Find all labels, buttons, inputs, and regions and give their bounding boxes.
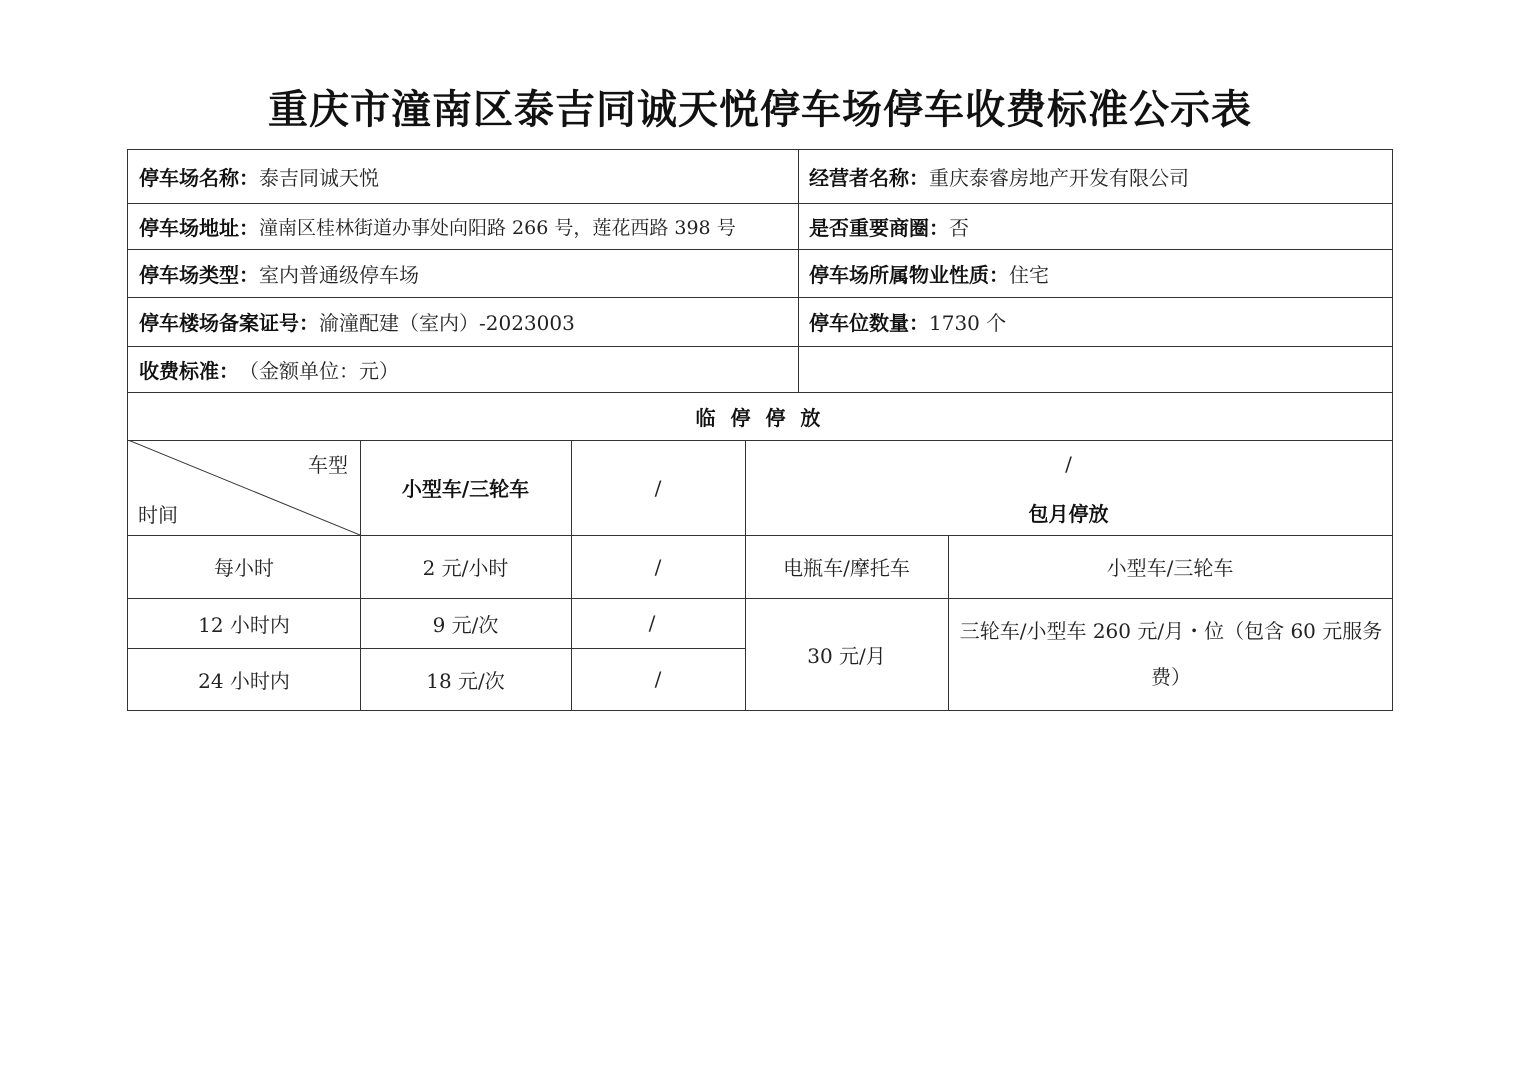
parking-name-value: 泰吉同诚天悦 [259,166,379,190]
monthly-header: 包月停放 [1028,501,1109,526]
diag-vehicle-type: 车型 [308,452,348,477]
fee-standard-value: （金额单位：元） [239,358,399,383]
parking-type-label: 停车场类型： [139,262,259,287]
property-label: 停车场所属物业性质： [809,262,1009,287]
row-other-12h: / [648,611,656,635]
address-value: 潼南区桂林街道办事处向阳路 266 号，莲花西路 398 号 [259,216,736,239]
address-label: 停车场地址： [139,215,259,240]
fee-table [127,149,1393,711]
operator-cell [809,150,1389,203]
col-other: / [654,475,662,500]
address-cell [139,203,794,249]
row-time-12h: 12 小时内 [198,612,290,637]
spaces-cell [809,297,1389,346]
property-cell [809,249,1389,297]
parking-name-label: 停车场名称： [139,166,259,190]
spaces-value: 1730 个 [929,311,1007,335]
monthly-car-price: 三轮车/小型车 260 元/月・位（包含 60 元服务费） [959,619,1383,689]
parking-name-cell [139,150,794,203]
row-small-24h: 18 元/次 [426,668,505,693]
monthly-ebike-price: 30 元/月 [807,643,886,668]
row-time-24h: 24 小时内 [198,668,290,693]
record-cell [139,297,794,346]
fee-standard-label: 收费标准： [139,358,239,383]
monthly-slash: / [1065,452,1072,476]
diag-time: 时间 [138,502,178,527]
row-small-hourly: 2 元/小时 [422,556,509,580]
page-title: 重庆市潼南区泰吉同诚天悦停车场停车收费标准公示表 [268,86,1252,133]
fee-standard-cell [139,346,794,392]
operator-label: 经营者名称： [809,166,929,190]
row-other-24h: / [654,667,662,691]
col-small-vehicle: 小型车/三轮车 [401,477,530,501]
monthly-ebike-header: 电瓶车/摩托车 [783,556,910,580]
business-district-cell [809,203,1389,249]
row-small-12h: 9 元/次 [432,612,499,637]
parking-type-value: 室内普通级停车场 [259,262,419,287]
temp-parking-header: 临 停 停 放 [695,405,825,430]
record-label: 停车楼场备案证号： [139,311,319,335]
parking-type-cell [139,249,794,297]
operator-value: 重庆泰睿房地产开发有限公司 [929,166,1189,190]
monthly-car-header: 小型车/三轮车 [1106,556,1234,580]
property-value: 住宅 [1009,262,1049,287]
row-time-hourly: 每小时 [214,556,274,580]
business-district-value: 否 [949,215,969,240]
record-value: 渝潼配建（室内）-2023003 [319,311,575,335]
row-other-hourly: / [654,554,662,579]
spaces-label: 停车位数量： [809,311,929,335]
business-district-label: 是否重要商圈： [809,215,949,240]
